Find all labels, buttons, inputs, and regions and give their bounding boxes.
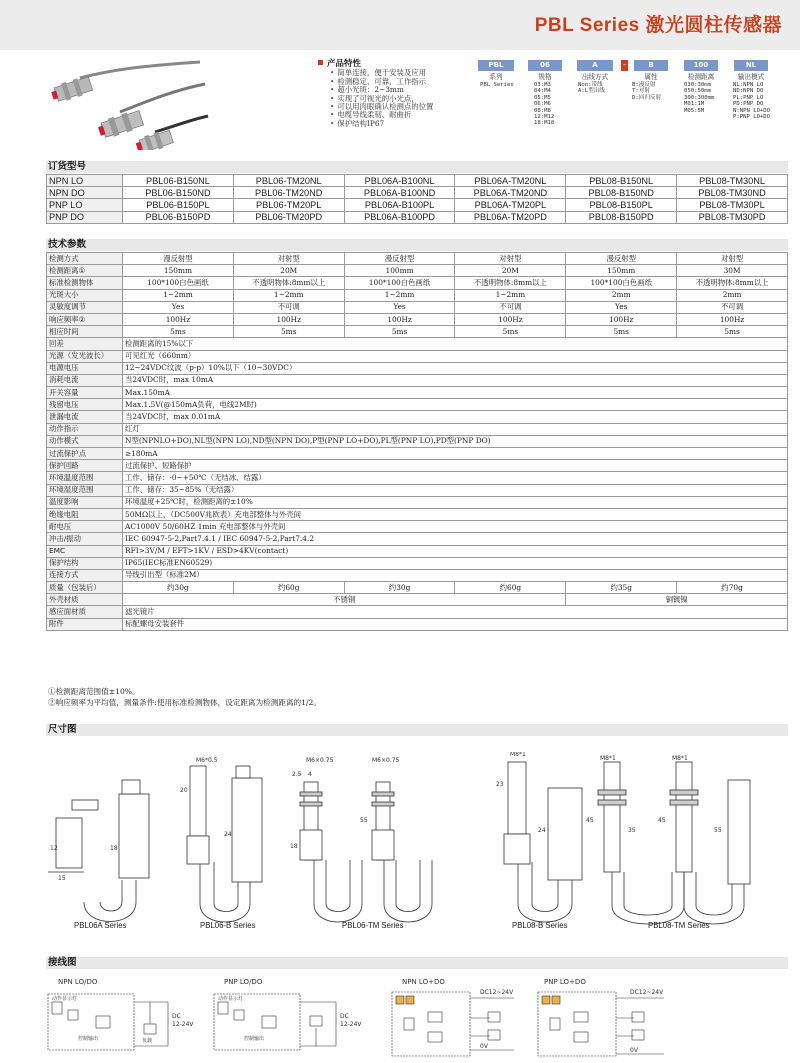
order-row-label: PNP LO — [47, 199, 123, 211]
spec-cell: 2mm — [566, 289, 677, 301]
order-model-cell: PBL08-B150PL — [566, 199, 677, 211]
spec-cell: 30M — [677, 265, 788, 277]
label-12: 12 — [50, 845, 58, 852]
wiring-0v-b: 0V — [630, 1047, 638, 1054]
spec-cell: 1~2mm — [344, 289, 455, 301]
spec-cell: 5ms — [344, 326, 455, 338]
spec-value: 滤光镜片 — [123, 606, 788, 618]
spec-value: ≥180mA — [123, 448, 788, 460]
spec-row-label: 泄漏电流 — [47, 411, 123, 423]
caption-pbl06b: PBL06-B Series — [200, 921, 256, 930]
order-model-cell: PBL08-B150PD — [566, 211, 677, 223]
spec-cell: 1~2mm — [233, 289, 344, 301]
code-box-distance: 100 — [684, 60, 718, 71]
spec-cell: 1~2mm — [123, 289, 234, 301]
spec-row — [47, 301, 788, 313]
spec-row-label: 环境温度范围 — [47, 472, 123, 484]
order-model-cell: PBL06-TM20NL — [233, 175, 344, 187]
spec-value: 50MΩ以上，（DC500V兆欧表）充电部整体与外壳间 — [123, 508, 788, 520]
spec-cell: 100Hz — [123, 313, 234, 325]
spec-table — [46, 252, 788, 631]
wiring-out: 控制输出 — [78, 1036, 99, 1042]
order-model-cell: PBL06A-TM20PD — [455, 211, 566, 223]
wiring-label-pnp-lodo: PNP LO/DO — [224, 978, 263, 986]
spec-cell: 20M — [455, 265, 566, 277]
code-label: 属性 — [644, 73, 658, 81]
label-23: 23 — [496, 781, 504, 788]
wiring-voltage-2: 12-24V — [340, 1021, 362, 1028]
feature-item: • 保护结构IP67 — [330, 120, 433, 128]
order-model-cell: PBL06A-TM20ND — [455, 187, 566, 199]
spec-value: 导线引出型（标准2M） — [123, 569, 788, 581]
spec-row — [47, 618, 788, 630]
spec-cell: 铜镀镍 — [566, 594, 788, 606]
spec-cell: 100Hz — [455, 313, 566, 325]
spec-row — [47, 582, 788, 594]
spec-cell: Yes — [123, 301, 234, 313]
order-row — [47, 175, 788, 187]
spec-cell: 100*100白色画纸 — [123, 277, 234, 289]
spec-row-label: 附件 — [47, 618, 123, 630]
order-model-cell: PBL06A-B100ND — [344, 187, 455, 199]
feature-item: • 实现了可视光的小光点， — [330, 95, 433, 103]
spec-value: Max.1.5V(@150mA负荷，电线2M时) — [123, 399, 788, 411]
order-model-cell: PBL08-B150NL — [566, 175, 677, 187]
spec-value: 工作、储存：-0~+50℃（无结冰、结露） — [123, 472, 788, 484]
spec-row-label: 质量（包装后） — [47, 582, 123, 594]
code-list: Non:带线 A:L型出线 — [578, 82, 605, 95]
spec-value: 当24VDC时，max 0.01mA — [123, 411, 788, 423]
spec-row — [47, 569, 788, 581]
spec-cell: 20M — [233, 265, 344, 277]
features-title: 产品特性 — [318, 60, 433, 68]
spec-row — [47, 265, 788, 277]
code-label: 出线方式 — [581, 73, 609, 81]
spec-cell: 对射型 — [233, 253, 344, 265]
order-table — [46, 174, 788, 224]
spec-row-label: 检测距离① — [47, 265, 123, 277]
spec-row — [47, 350, 788, 362]
order-row — [47, 187, 788, 199]
spec-row-label: 消耗电流 — [47, 374, 123, 386]
spec-value: Max.150mA — [123, 387, 788, 399]
spec-row-label: 动作指示 — [47, 423, 123, 435]
spec-cell: 不透明物体:8mm以上 — [677, 277, 788, 289]
spec-cell: 5ms — [566, 326, 677, 338]
spec-value: 当24VDC时，max 10mA — [123, 374, 788, 386]
code-box-output: NL — [734, 60, 768, 71]
label-m8b: M8*1 — [600, 755, 616, 762]
spec-row-label: 回差 — [47, 338, 123, 350]
spec-cell: 不透明物体:8mm以上 — [233, 277, 344, 289]
order-model-cell: PBL08-TM30NL — [677, 175, 788, 187]
code-separator: - — [621, 60, 628, 71]
wiring-dc2-b: DC12~24V — [630, 989, 664, 996]
wiring-out-2: 控制输出 — [244, 1036, 265, 1042]
code-list: 030:30mm 050:50mm 300:300mm M01:1M M05:5M — [684, 82, 715, 114]
spec-row-label: 灵敏度调节 — [47, 301, 123, 313]
spec-cell: 不锈钢 — [123, 594, 566, 606]
spec-row — [47, 277, 788, 289]
spec-value: AC1000V 50/60HZ 1min 充电部整体与外壳间 — [123, 521, 788, 533]
spec-row — [47, 545, 788, 557]
spec-row-label: 冲击/振动 — [47, 533, 123, 545]
spec-row-label: 连接方式 — [47, 569, 123, 581]
spec-row — [47, 338, 788, 350]
code-list: B:漫反射 T:对射 D:回归反射 — [632, 82, 662, 101]
spec-cell: 100*100白色画纸 — [344, 277, 455, 289]
section-wiring-title: 接线图 — [46, 957, 788, 969]
spec-cell: 2mm — [677, 289, 788, 301]
order-model-cell: PBL06A-B100PL — [344, 199, 455, 211]
spec-row-label: 相应时间 — [47, 326, 123, 338]
spec-value: 可见红光（660nm） — [123, 350, 788, 362]
spec-row — [47, 508, 788, 520]
spec-row-label: 保护结构 — [47, 557, 123, 569]
wiring-indicator: 动作显示灯 — [52, 996, 78, 1002]
wiring-label-npn-lodo: NPN LO/DO — [58, 978, 98, 986]
spec-row — [47, 557, 788, 569]
page-title: PBL Series 激光圆柱传感器 — [534, 15, 782, 36]
spec-row — [47, 313, 788, 325]
spec-row-label: 感应面材质 — [47, 606, 123, 618]
spec-row — [47, 387, 788, 399]
order-row-label: NPN DO — [47, 187, 123, 199]
dimension-drawings — [44, 752, 790, 942]
spec-cell: 漫反射型 — [344, 253, 455, 265]
section-dimension-title: 尺寸图 — [46, 724, 788, 736]
spec-row-label: 响应频率② — [47, 313, 123, 325]
wiring-label-pnp-lo-do: PNP LO+DO — [544, 978, 586, 986]
order-model-cell: PBL06-B150ND — [123, 187, 234, 199]
spec-row-label: 保护回路 — [47, 460, 123, 472]
order-model-cell: PBL06-B150PD — [123, 211, 234, 223]
spec-cell: 约30g — [344, 582, 455, 594]
spec-value: 标配螺母安装套件 — [123, 618, 788, 630]
label-45b: 45 — [658, 817, 666, 824]
spec-row-label: 过流保护点 — [47, 448, 123, 460]
features — [318, 60, 433, 128]
wiring-indicator-2: 动作显示灯 — [218, 996, 244, 1002]
spec-row-label: 电源电压 — [47, 362, 123, 374]
spec-row-label: 温度影响 — [47, 496, 123, 508]
order-model-cell: PBL08-TM30ND — [677, 187, 788, 199]
spec-row — [47, 362, 788, 374]
spec-cell: 100Hz — [233, 313, 344, 325]
spec-cell: 不可调 — [455, 301, 566, 313]
label-55: 55 — [360, 817, 368, 824]
feature-item: • 简单连接，便于安装及应用 — [330, 69, 433, 77]
spec-row — [47, 533, 788, 545]
feature-item: • 电缆导线柔韧、耐曲折 — [330, 111, 433, 119]
code-box-series: PBL — [478, 60, 514, 71]
spec-row — [47, 496, 788, 508]
wiring-diagrams — [44, 972, 790, 1060]
code-label: 输出模式 — [737, 73, 765, 81]
spec-cell: 漫反射型 — [123, 253, 234, 265]
order-model-cell: PBL08-B150ND — [566, 187, 677, 199]
label-24b: 24 — [538, 827, 546, 834]
order-row-label: NPN LO — [47, 175, 123, 187]
note-1: ①检测距离范围值±10%。 — [48, 687, 140, 696]
spec-row-label: 光斑大小 — [47, 289, 123, 301]
label-18b: 18 — [290, 843, 298, 850]
wiring-dc2: DC12~24V — [480, 989, 514, 996]
order-model-cell: PBL06A-TM20NL — [455, 175, 566, 187]
label-m6: M6*0.5 — [196, 757, 218, 764]
spec-value: 检测距离的15%以下 — [123, 338, 788, 350]
spec-cell: 对射型 — [677, 253, 788, 265]
wiring-dc-2: DC — [340, 1013, 349, 1020]
spec-row-label: 绝缘电阻 — [47, 508, 123, 520]
order-model-cell: PBL06A-TM20PL — [455, 199, 566, 211]
order-model-cell: PBL06A-B100NL — [344, 175, 455, 187]
spec-row-label: 标准检测物体 — [47, 277, 123, 289]
order-model-cell: PBL08-TM30PL — [677, 199, 788, 211]
order-row-label: PNP DO — [47, 211, 123, 223]
code-label: 规格 — [538, 73, 552, 81]
section-order-title: 订货型号 — [46, 161, 788, 173]
spec-cell: 不透明物体:8mm以上 — [455, 277, 566, 289]
spec-row-label: 开关容量 — [47, 387, 123, 399]
label-24: 24 — [224, 831, 232, 838]
spec-cell: 5ms — [677, 326, 788, 338]
wiring-load: 负载 — [142, 1038, 153, 1044]
note-2: ②响应频率为平均值，测量条件:使用标准检测物体，设定距离为检测距离的1/2。 — [48, 698, 321, 707]
spec-value: RFI>3V/M / EFT>1KV / ESD>4KV(contact) — [123, 545, 788, 557]
spec-value: 红灯 — [123, 423, 788, 435]
spec-row — [47, 253, 788, 265]
wiring-dc: DC — [172, 1013, 181, 1020]
spec-cell: 约60g — [233, 582, 344, 594]
code-list: PBL Series — [480, 82, 514, 88]
spec-row-label: 环境湿度范围 — [47, 484, 123, 496]
spec-row-label: 动作模式 — [47, 435, 123, 447]
order-model-cell: PBL08-TM30PD — [677, 211, 788, 223]
spec-row — [47, 411, 788, 423]
spec-row — [47, 374, 788, 386]
code-list: NL:NPN LO ND:NPN DO PL:PNP LO PD:PNP DO N:NPN LO+DO P:PNP LO+DO — [733, 82, 771, 121]
code-box-type: B — [634, 60, 668, 71]
product-photo — [50, 60, 210, 150]
caption-pbl06tm: PBL06-TM Series — [342, 921, 404, 930]
caption-pbl06a: PBL06A Series — [74, 921, 127, 930]
spec-row-label: EMC — [47, 545, 123, 557]
spec-cell: 5ms — [233, 326, 344, 338]
spec-cell: 100Hz — [566, 313, 677, 325]
spec-value: 工作、储存：35~85%（无结露） — [123, 484, 788, 496]
order-model-cell: PBL06A-B100PD — [344, 211, 455, 223]
feature-item: • 可以用肉眼确认检测点的位置 — [330, 103, 433, 111]
label-55b: 55 — [714, 827, 722, 834]
spec-cell: 150mm — [123, 265, 234, 277]
spec-cell: Yes — [566, 301, 677, 313]
spec-value: N型(NPNLO+DO),NL型(NPN LO),ND型(NPN DO),P型(PNP LO+DO),PL型(PNP LO),PD型(PNP DO) — [123, 435, 788, 447]
wiring-label-npn-lo-do: NPN LO+DO — [402, 978, 445, 986]
page-header — [0, 0, 800, 50]
label-m6c: M6×0.75 — [372, 757, 400, 764]
section-spec-title: 技术参数 — [46, 239, 788, 251]
notes — [48, 686, 321, 708]
code-list: 03:M3 04:M4 05:M5 06:M6 08:M8 12:M12 18:M18 — [534, 82, 555, 127]
spec-row-label: 耐电压 — [47, 521, 123, 533]
spec-cell: 5ms — [123, 326, 234, 338]
order-model-cell: PBL06-TM20ND — [233, 187, 344, 199]
label-35: 35 — [628, 827, 636, 834]
code-label: 检测距离 — [687, 73, 715, 81]
spec-cell: 对射型 — [455, 253, 566, 265]
label-15: 15 — [58, 875, 66, 882]
label-45: 45 — [586, 817, 594, 824]
code-box-size: 06 — [528, 60, 562, 71]
label-2-5: 2.5 — [292, 771, 302, 778]
spec-cell: 100Hz — [677, 313, 788, 325]
label-m8c: M8*1 — [672, 755, 688, 762]
spec-cell: 100mm — [344, 265, 455, 277]
spec-row — [47, 326, 788, 338]
label-4: 4 — [308, 771, 312, 778]
spec-cell: 不可调 — [233, 301, 344, 313]
code-label: 系列 — [489, 73, 503, 81]
order-model-cell: PBL06-TM20PL — [233, 199, 344, 211]
order-model-cell: PBL06-B150PL — [123, 199, 234, 211]
label-m8: M8*1 — [510, 752, 526, 758]
caption-pbl08b: PBL08-B Series — [512, 921, 568, 930]
feature-item: • 检测稳定、可靠，工作指示 — [330, 78, 433, 86]
feature-item: • 超小光斑：2~3mm — [330, 86, 433, 94]
label-m6b: M6×0.75 — [306, 757, 334, 764]
spec-cell: 100*100白色画纸 — [566, 277, 677, 289]
spec-row — [47, 435, 788, 447]
spec-row — [47, 399, 788, 411]
order-model-cell: PBL06-TM20PD — [233, 211, 344, 223]
spec-row-label: 外壳材质 — [47, 594, 123, 606]
spec-cell: 5ms — [455, 326, 566, 338]
spec-row-label: 检测方式 — [47, 253, 123, 265]
spec-row — [47, 423, 788, 435]
order-model-cell: PBL06-B150NL — [123, 175, 234, 187]
spec-cell: 100Hz — [344, 313, 455, 325]
spec-row — [47, 472, 788, 484]
wiring-voltage: 12-24V — [172, 1021, 194, 1028]
spec-row-label: 光源（发光波长） — [47, 350, 123, 362]
spec-row — [47, 460, 788, 472]
spec-row-label: 残留电压 — [47, 399, 123, 411]
spec-value: IEC 60947-5-2,Part7.4.1 / IEC 60947-5-2,Part7.4.2 — [123, 533, 788, 545]
spec-cell: 150mm — [566, 265, 677, 277]
spec-cell: 漫反射型 — [566, 253, 677, 265]
order-row — [47, 199, 788, 211]
spec-cell: 约70g — [677, 582, 788, 594]
spec-cell: 不可调 — [677, 301, 788, 313]
spec-cell: 约60g — [455, 582, 566, 594]
caption-pbl08tm: PBL08-TM Series — [648, 921, 710, 930]
label-18: 18 — [110, 845, 118, 852]
spec-cell: 约30g — [123, 582, 234, 594]
order-row — [47, 211, 788, 223]
wiring-0v: 0V — [480, 1043, 488, 1050]
spec-row — [47, 606, 788, 618]
spec-cell: 1~2mm — [455, 289, 566, 301]
spec-row — [47, 448, 788, 460]
spec-row — [47, 289, 788, 301]
spec-value: 过流保护、短路保护 — [123, 460, 788, 472]
spec-value: 环境温度+25℃时，检测距离的±10% — [123, 496, 788, 508]
spec-value: IP65(IEC标准EN60529) — [123, 557, 788, 569]
spec-cell: Yes — [344, 301, 455, 313]
spec-value: 12~24VDC纹波（p-p）10%以下（10~30VDC） — [123, 362, 788, 374]
spec-row — [47, 521, 788, 533]
label-20: 20 — [180, 787, 188, 794]
spec-row — [47, 594, 788, 606]
spec-row — [47, 484, 788, 496]
code-box-outlet: A — [577, 60, 613, 71]
model-code — [478, 60, 788, 135]
spec-cell: 约35g — [566, 582, 677, 594]
